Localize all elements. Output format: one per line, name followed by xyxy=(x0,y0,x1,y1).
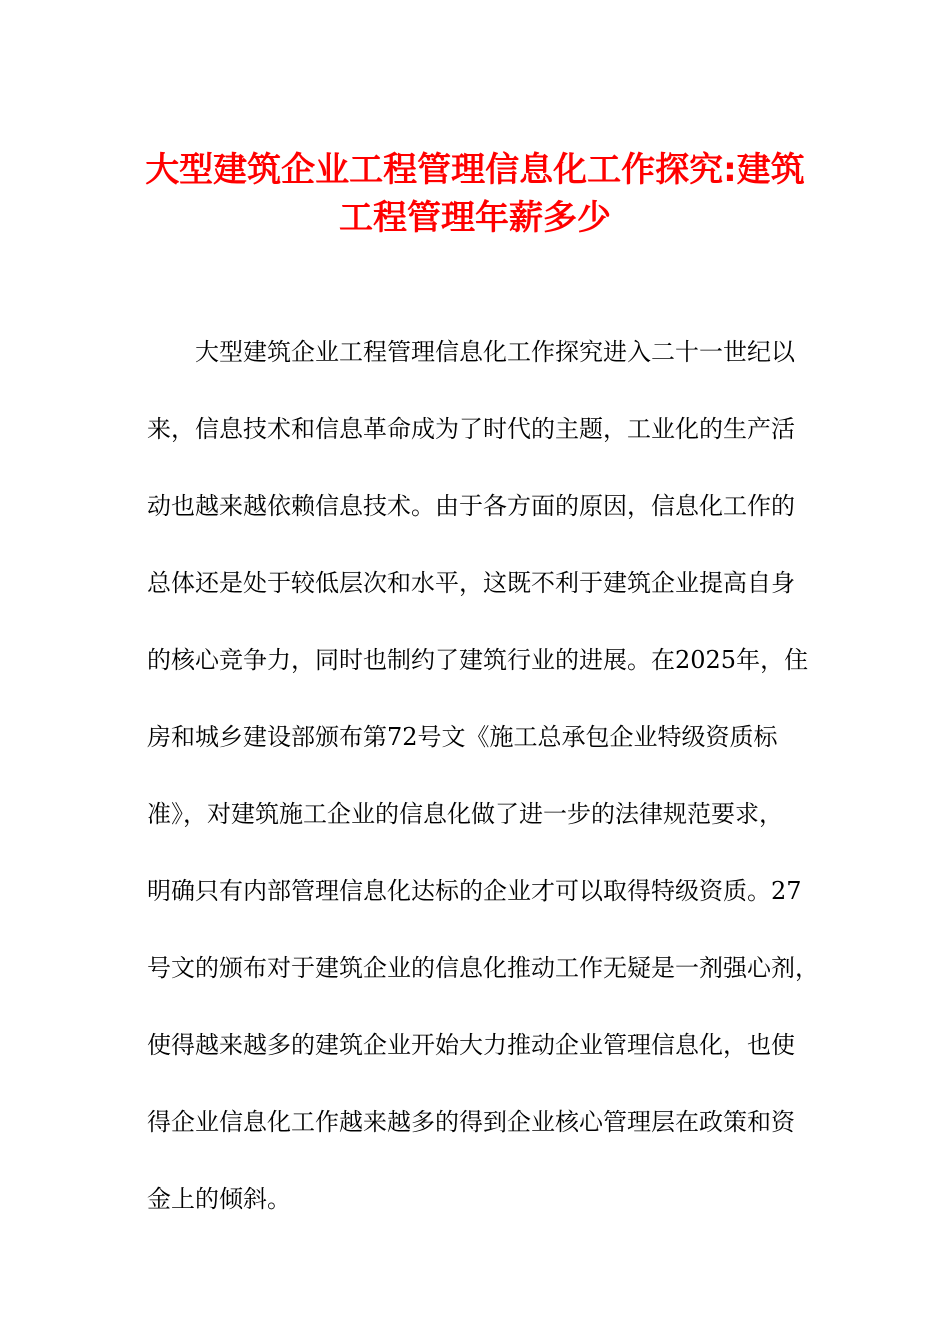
paragraph-line-3: 动也越来越依赖信息技术。由于各方面的原因，信息化工作的 xyxy=(147,492,795,520)
paragraph-line-8: 明确只有内部管理信息化达标的企业才可以取得特级资质。27 xyxy=(147,877,802,905)
paragraph-line-7: 准》，对建筑施工企业的信息化做了进一步的法律规范要求， xyxy=(147,800,783,828)
paragraph-line-4: 总体还是处于较低层次和水平，这既不利于建筑企业提高自身 xyxy=(147,569,795,597)
paragraph-line-6: 房和城乡建设部颁布第72号文《施工总承包企业特级资质标 xyxy=(147,723,778,751)
paragraph-line-10: 使得越来越多的建筑企业开始大力推动企业管理信息化，也使 xyxy=(147,1031,795,1059)
body-paragraph xyxy=(147,330,827,1254)
paragraph-line-11: 得企业信息化工作越来越多的得到企业核心管理层在政策和资 xyxy=(147,1108,795,1136)
paragraph-line-2: 来，信息技术和信息革命成为了时代的主题，工业化的生产活 xyxy=(147,415,795,443)
paragraph-line-9: 号文的颁布对于建筑企业的信息化推动工作无疑是一剂强心剂， xyxy=(147,954,819,982)
title-line-2: 工程管理年薪多少 xyxy=(339,198,611,238)
title-line-1: 大型建筑企业工程管理信息化工作探究:建筑 xyxy=(145,150,805,190)
document-title xyxy=(100,146,850,242)
paragraph-line-12: 金上的倾斜。 xyxy=(147,1185,291,1213)
paragraph-line-1: 大型建筑企业工程管理信息化工作探究进入二十一世纪以 xyxy=(147,338,795,366)
paragraph-line-5: 的核心竞争力，同时也制约了建筑行业的进展。在2025年，住 xyxy=(147,646,809,674)
